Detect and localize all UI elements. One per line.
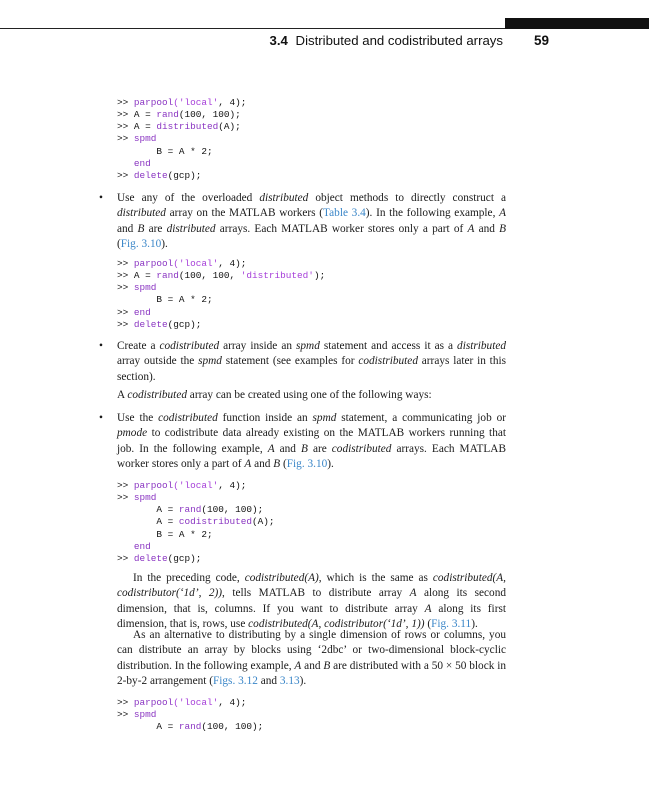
header-bar: [0, 18, 649, 29]
bullet-paragraph-create-codistributed: Create a codistributed array inside an spmd statement and access it as a distributed array outside the spmd statement (see examples for codistributed arrays later in this section).: [117, 340, 507, 383]
code-line: end: [133, 157, 151, 169]
table-reference-link[interactable]: Table 3.4: [323, 207, 366, 220]
code-line: >> spmd: [117, 282, 157, 294]
code-line: >> spmd: [117, 709, 157, 721]
code-line: A = codistributed(A);: [117, 516, 275, 528]
code-block-4: [117, 697, 263, 733]
code-line: >> delete(gcp);: [117, 552, 202, 564]
bullet-marker: •: [99, 192, 103, 204]
page-number: 59: [534, 33, 550, 48]
paragraph-preceding-code: In the preceding code, codistributed(A), which is the same as codistributed(A, codistributor(‘1d’, 2)), tells MATLAB to distribute array A along its second dimension, that is, columns. If you want to distribute array A along its first dimension, that is, rows, use codistributed(A, codistributor(‘1d’, 1)) (Fig. 3.11).: [117, 572, 507, 630]
figure-reference-link[interactable]: Fig. 3.11: [431, 617, 472, 630]
figure-reference-link[interactable]: Figs. 3.12: [212, 674, 258, 687]
code-line: >> A = rand(100, 100, 'distributed');: [117, 270, 326, 282]
code-line: A = rand(100, 100);: [117, 721, 264, 733]
paragraph-codistributed-ways: A codistributed array can be created using one of the following ways:: [117, 389, 432, 401]
header-block: [505, 18, 649, 29]
header-rule: [0, 28, 505, 29]
section-title: Distributed and codistributed arrays: [295, 33, 503, 48]
code-line: >> parpool('local', 4);: [117, 97, 247, 108]
code-line: B = A * 2;: [117, 294, 213, 306]
code-line: >> parpool('local', 4);: [117, 258, 247, 269]
code-line: >> delete(gcp);: [117, 318, 202, 330]
running-head: [0, 33, 503, 48]
code-line: >> parpool('local', 4);: [117, 697, 247, 708]
code-line: >> A = rand(100, 100);: [117, 109, 241, 121]
code-line: >> delete(gcp);: [117, 169, 202, 181]
figure-reference-link[interactable]: Fig. 3.10: [120, 237, 162, 250]
code-line: >> spmd: [117, 492, 157, 504]
code-line: A = rand(100, 100);: [117, 504, 264, 516]
bullet-paragraph-distributed-methods: Use any of the overloaded distributed object methods to directly construct a distributed array on the MATLAB workers (Table 3.4). In the following example, A and B are distributed arrays. Each MATLAB worker stores only a part of A and B (Fig. 3.10).: [117, 192, 506, 250]
code-line: >> A = distributed(A);: [117, 121, 241, 133]
bullet-paragraph-codistributed-function: Use the codistributed function inside an spmd statement, a communicating job or pmode to codistribute data already existing on the MATLAB workers running that job. In the following example, A and B are codistributed arrays. Each MATLAB worker stores only a part of A and B (Fig. 3.10).: [117, 412, 506, 470]
paragraph-2dbc-alternative: As an alternative to distributing by a single dimension of rows or columns, you can distribute an array by blocks using ‘2dbc’ or two-dimensional block-cyclic distribution. In the following example, A and B are distributed with a 50 × 50 block in 2-by-2 arrangement (Figs. 3.12 and 3.13).: [117, 629, 506, 687]
code-line: B = A * 2;: [117, 145, 213, 157]
figure-reference-link[interactable]: Fig. 3.10: [286, 457, 328, 470]
code-block-1: [117, 97, 246, 182]
code-line: B = A * 2;: [117, 528, 213, 540]
bullet-marker: •: [99, 340, 103, 352]
bullet-marker: •: [99, 412, 103, 424]
code-block-3: [117, 480, 275, 565]
code-line: end: [133, 540, 151, 552]
figure-reference-link[interactable]: 3.13: [279, 674, 300, 687]
section-number: 3.4: [269, 33, 288, 48]
code-line: >> spmd: [117, 133, 157, 145]
code-line: >> end: [117, 306, 151, 318]
code-line: >> parpool('local', 4);: [117, 480, 247, 491]
code-block-2: [117, 258, 325, 331]
